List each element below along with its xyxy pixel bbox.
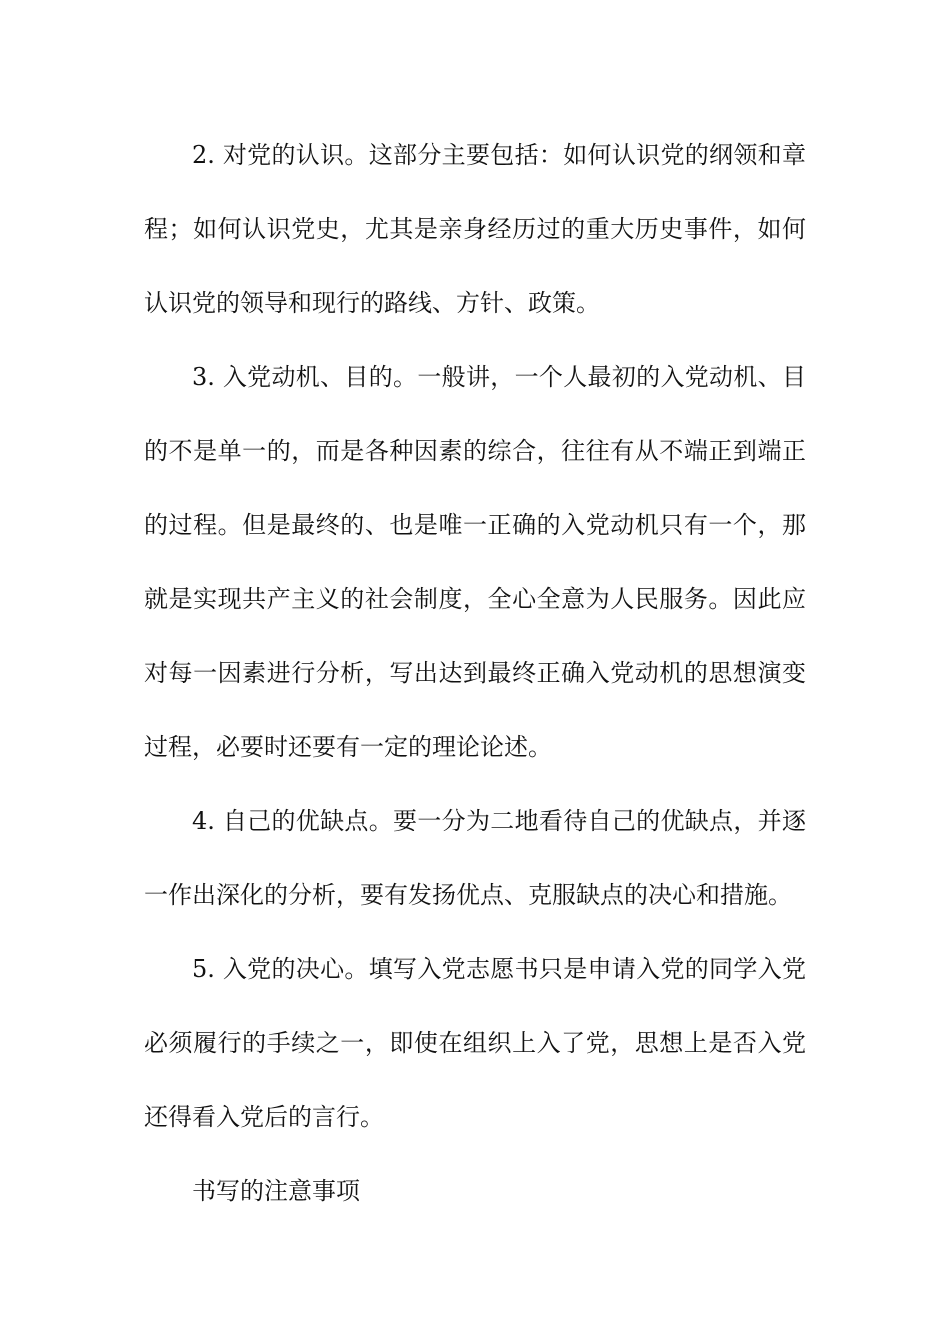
paragraph-motivation: 3. 入党动机、目的。一般讲，一个人最初的入党动机、目的不是单一的，而是各种因素的综合，往往有从不端正到端正的过程。但是最终的、也是唯一正确的入党动机只有一个，那就是实现共产主义的社会制度，全心全意为人民服务。因此应对每一因素进行分析，写出达到最终正确入党动机的思想演变过程，必要时还要有一定的理论论述。 bbox=[144, 363, 806, 761]
paragraph-determination: 5. 入党的决心。填写入党志愿书只是申请入党的同学入党必须履行的手续之一，即使在组织上入了党，思想上是否入党还得看入党后的言行。 bbox=[144, 955, 806, 1131]
paragraph-party-understanding: 2. 对党的认识。这部分主要包括：如何认识党的纲领和章程；如何认识党史，尤其是亲身经历过的重大历史事件，如何认识党的领导和现行的路线、方针、政策。 bbox=[144, 141, 806, 317]
document-body bbox=[144, 118, 806, 1228]
section-heading-writing-notes: 书写的注意事项 bbox=[192, 1177, 360, 1205]
paragraph-strengths-weaknesses: 4. 自己的优缺点。要一分为二地看待自己的优缺点，并逐一作出深化的分析，要有发扬优点、克服缺点的决心和措施。 bbox=[144, 807, 806, 909]
